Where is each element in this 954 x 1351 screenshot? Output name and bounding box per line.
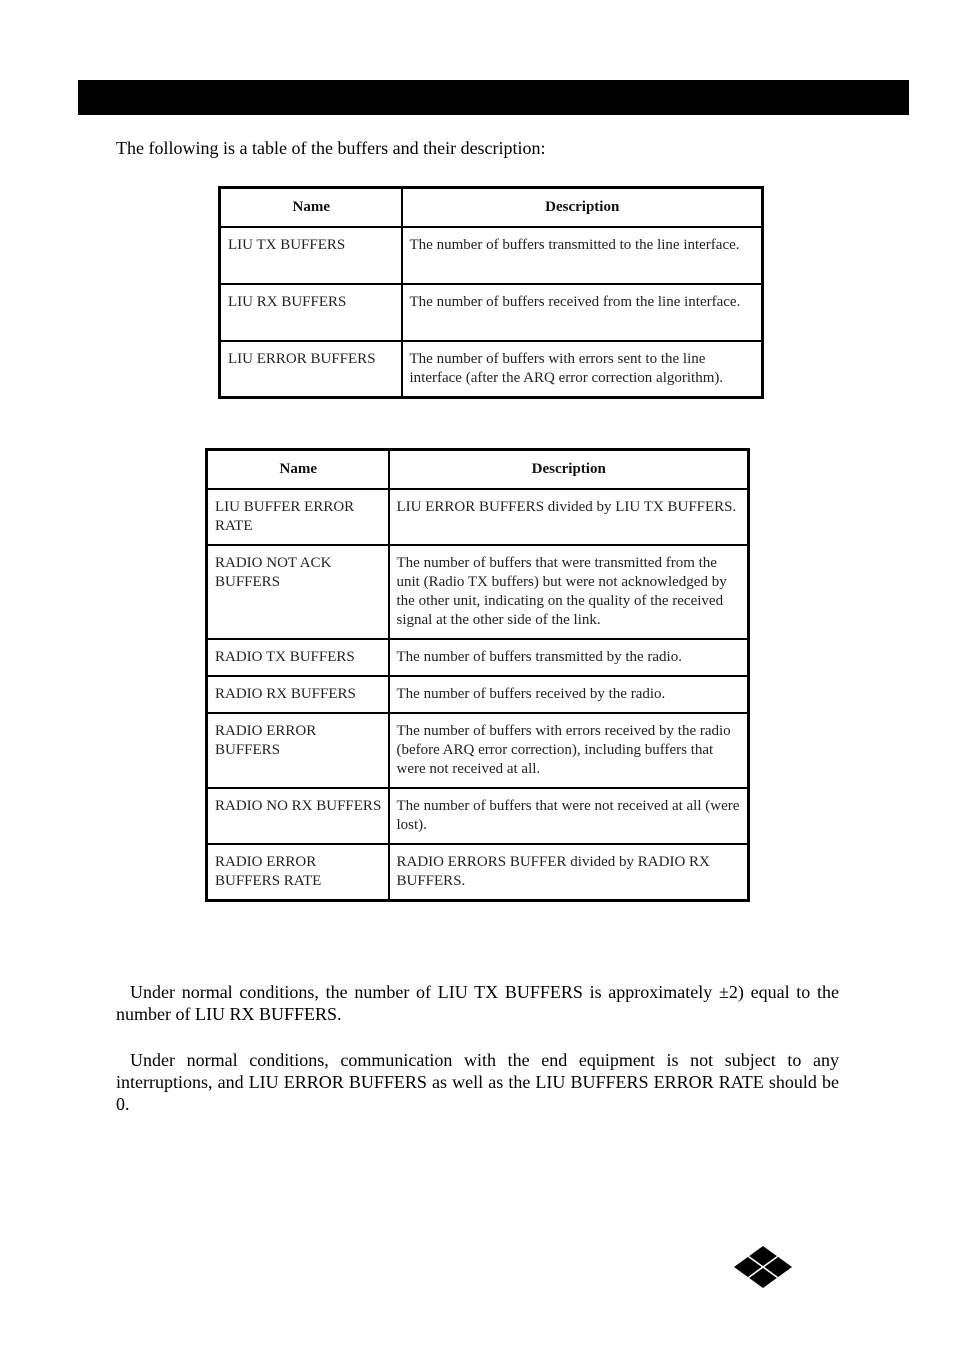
column-header-name: Name (207, 450, 389, 489)
buffers-table-liu (218, 186, 764, 399)
header-bar (78, 80, 909, 115)
buffer-name-cell: RADIO NO RX BUFFERS (207, 788, 389, 844)
table-row (220, 284, 763, 341)
buffer-description-cell: The number of buffers with errors sent to the line interface (after the ARQ error correction algorithm). (402, 341, 763, 398)
table-row (207, 545, 749, 639)
buffer-name-cell: LIU ERROR BUFFERS (220, 341, 402, 398)
column-header-name: Name (220, 188, 402, 227)
buffer-name-cell: LIU BUFFER ERROR RATE (207, 489, 389, 545)
black-box-diamond-logo-icon (734, 1246, 792, 1288)
body-paragraph: Under normal conditions, the number of LIU TX BUFFERS is approximately ±2) equal to the number of LIU RX BUFFERS. (116, 982, 839, 1024)
buffer-description-cell: LIU ERROR BUFFERS divided by LIU TX BUFFERS. (389, 489, 749, 545)
buffer-name-cell: RADIO RX BUFFERS (207, 676, 389, 713)
buffer-description-cell: The number of buffers transmitted to the line interface. (402, 227, 763, 284)
table-row (207, 844, 749, 901)
body-paragraph: Under normal conditions, communication with the end equipment is not subject to any interruptions, and LIU ERROR BUFFERS as well as the LIU BUFFERS ERROR RATE should be 0. (116, 1050, 839, 1114)
intro-text: The following is a table of the buffers and their description: (116, 138, 546, 158)
column-header-description: Description (389, 450, 749, 489)
table-header-row (220, 188, 763, 227)
table-row (220, 341, 763, 398)
buffer-description-cell: The number of buffers that were not received at all (were lost). (389, 788, 749, 844)
table-row (207, 676, 749, 713)
buffer-name-cell: RADIO TX BUFFERS (207, 639, 389, 676)
table-row (207, 713, 749, 788)
buffer-name-cell: LIU RX BUFFERS (220, 284, 402, 341)
buffer-description-cell: The number of buffers that were transmitted from the unit (Radio TX buffers) but were not acknowledged by the other unit, indicating on the quality of the received signal at the other side of the link. (389, 545, 749, 639)
buffer-description-cell: RADIO ERRORS BUFFER divided by RADIO RX BUFFERS. (389, 844, 749, 901)
table-row (207, 788, 749, 844)
buffer-description-cell: The number of buffers received by the radio. (389, 676, 749, 713)
column-header-description: Description (402, 188, 763, 227)
buffer-description-cell: The number of buffers transmitted by the radio. (389, 639, 749, 676)
buffer-description-cell: The number of buffers received from the line interface. (402, 284, 763, 341)
table-row (207, 639, 749, 676)
buffer-name-cell: RADIO NOT ACK BUFFERS (207, 545, 389, 639)
table-row (220, 227, 763, 284)
buffer-name-cell: RADIO ERROR BUFFERS (207, 713, 389, 788)
table-row (207, 489, 749, 545)
table-header-row (207, 450, 749, 489)
buffer-name-cell: LIU TX BUFFERS (220, 227, 402, 284)
buffer-name-cell: RADIO ERROR BUFFERS RATE (207, 844, 389, 901)
buffers-table-radio (205, 448, 750, 902)
buffer-description-cell: The number of buffers with errors received by the radio (before ARQ error correction), including buffers that were not received at all. (389, 713, 749, 788)
